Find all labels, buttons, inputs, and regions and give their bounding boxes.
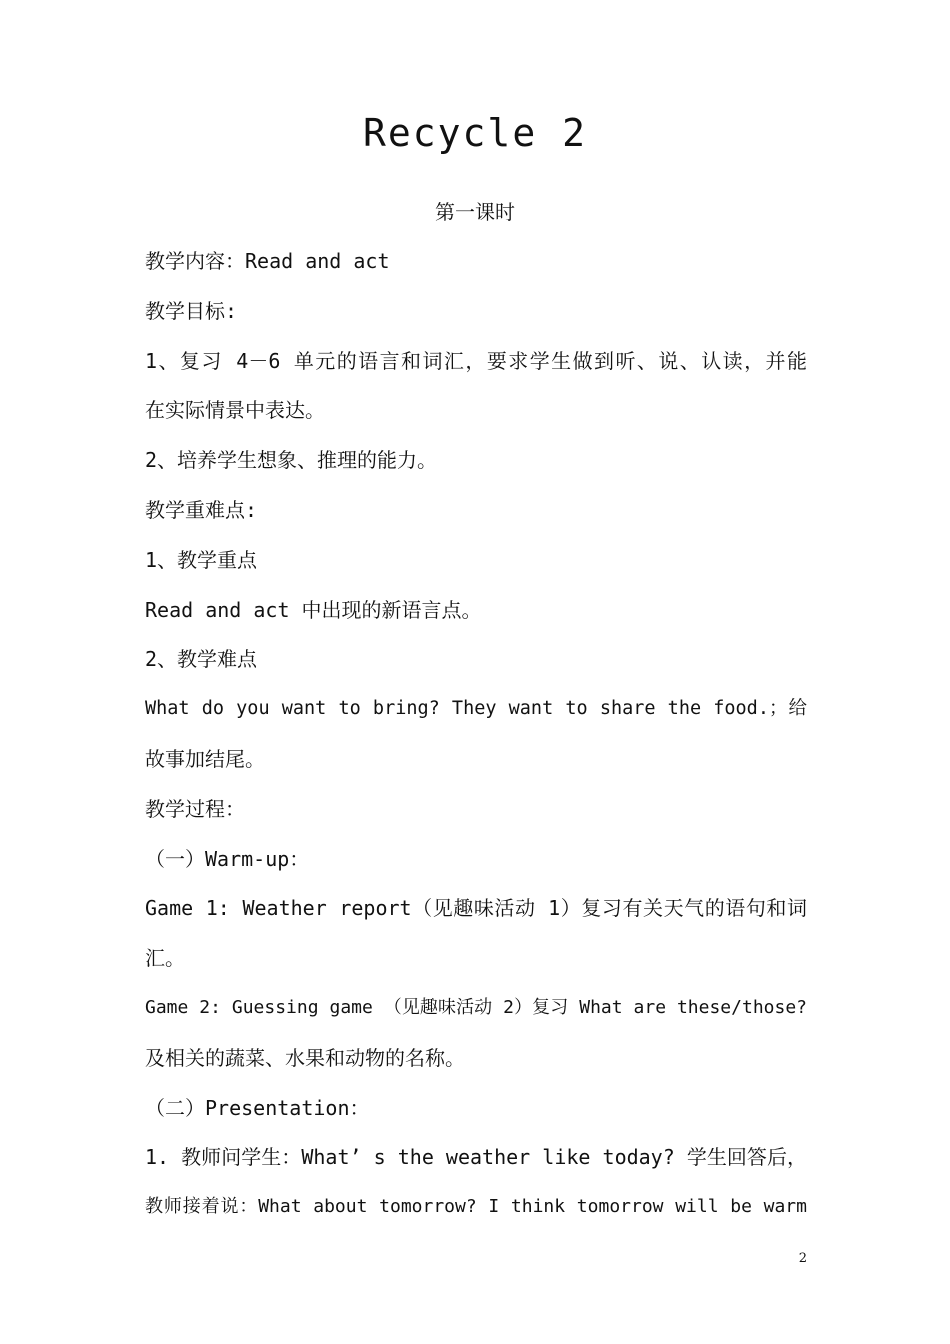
text-line: 1、复习 4－6 单元的语言和词汇，要求学生做到听、说、认读，并能 — [145, 348, 807, 373]
text-line: 教学内容：Read and act — [145, 249, 390, 273]
text-line: 2、培养学生想象、推理的能力。 — [145, 448, 438, 473]
text-line: What do you want to bring? They want to share the food.；给 — [145, 698, 807, 720]
text-line: 在实际情景中表达。 — [145, 398, 325, 423]
text-line: Game 1: Weather report（见趣味活动 1）复习有关天气的语句和词 — [145, 896, 807, 921]
text-line: Read and act 中出现的新语言点。 — [145, 597, 482, 622]
page-title: Recycle 2 — [363, 111, 587, 155]
text-line: 1、教学重点 — [145, 547, 258, 572]
text-line: 及相关的蔬菜、水果和动物的名称。 — [145, 1045, 465, 1070]
text-line: 2、教学难点 — [145, 647, 258, 672]
text-line: 教学重难点: — [145, 497, 258, 522]
text-line: （一）Warm-up： — [145, 846, 310, 871]
lesson-subtitle: 第一课时 — [435, 200, 515, 224]
document-body — [145, 246, 807, 1242]
page-number: 2 — [798, 1251, 807, 1266]
text-line: 教学目标: — [145, 298, 238, 323]
text-line: 教师接着说：What about tomorrow? I think tomorrow will be warm — [145, 1196, 807, 1218]
text-line: 教学过程： — [145, 796, 245, 821]
text-line: Game 2: Guessing game （见趣味活动 2）复习 What are these/those? — [145, 996, 807, 1018]
text-line: 汇。 — [145, 946, 185, 971]
text-line: 1. 教师问学生：What’ s the weather like today? 学生回答后， — [145, 1145, 807, 1170]
text-line: 故事加结尾。 — [145, 746, 265, 771]
text-line: （二）Presentation： — [145, 1095, 370, 1120]
